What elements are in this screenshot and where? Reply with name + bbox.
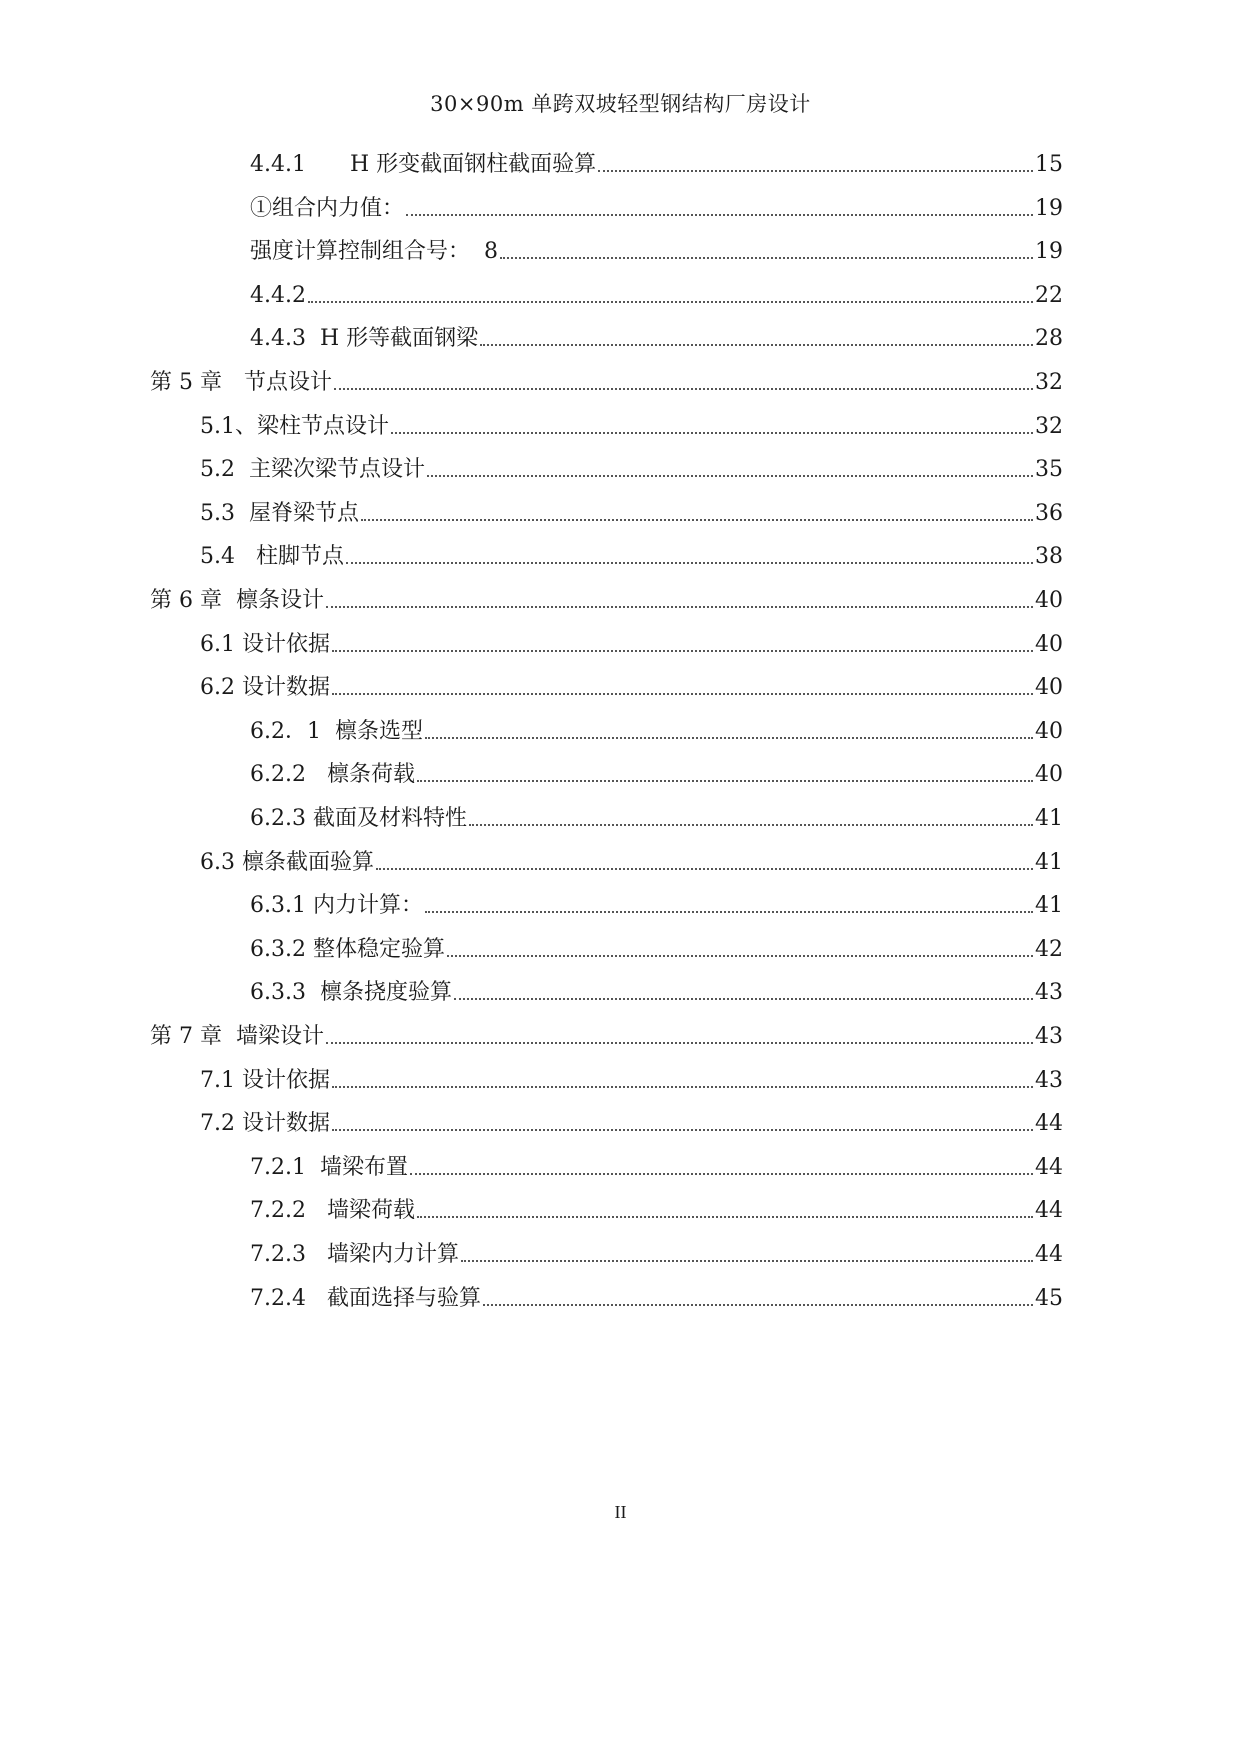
page-number: II (614, 1502, 627, 1522)
toc-entry[interactable] (200, 412, 1063, 442)
toc-entry[interactable] (250, 1240, 1063, 1270)
dot-leader (332, 1128, 1033, 1131)
toc-entry-title: 6.2.2 檩条荷载 (250, 762, 415, 787)
toc-entry[interactable] (200, 542, 1063, 572)
toc-entry-title: 6.2.3 截面及材料特性 (250, 806, 467, 831)
toc-entry-page: 44 (1035, 1155, 1063, 1180)
dot-leader (447, 954, 1033, 957)
toc-entry[interactable] (250, 978, 1063, 1008)
toc-entry[interactable] (250, 1196, 1063, 1226)
toc-entry-page: 19 (1035, 196, 1063, 221)
dot-leader (326, 1041, 1033, 1044)
toc-entry[interactable] (200, 455, 1063, 485)
toc-entry-title: 5.4 柱脚节点 (200, 544, 344, 569)
toc-entry-page: 42 (1035, 937, 1063, 962)
dot-leader (346, 561, 1033, 564)
toc-entry-page: 40 (1035, 675, 1063, 700)
toc-entry[interactable] (250, 150, 1063, 180)
toc-entry[interactable] (150, 586, 1063, 616)
toc-entry-page: 43 (1035, 980, 1063, 1005)
toc-entry-page: 40 (1035, 632, 1063, 657)
dot-leader (326, 605, 1033, 608)
toc-entry-page: 35 (1035, 457, 1063, 482)
dot-leader (332, 692, 1033, 695)
dot-leader (406, 213, 1033, 216)
toc-entry[interactable] (150, 368, 1063, 398)
toc-entry-page: 28 (1035, 326, 1063, 351)
dot-leader (500, 256, 1033, 259)
toc-entry[interactable] (200, 1109, 1063, 1139)
toc-entry-title: 6.1 设计依据 (200, 632, 330, 657)
toc-entry-page: 15 (1035, 152, 1063, 177)
toc-entry-title: 7.2.2 墙梁荷载 (250, 1198, 415, 1223)
dot-leader (417, 1215, 1033, 1218)
toc-entry[interactable] (250, 760, 1063, 790)
dot-leader (410, 1172, 1033, 1175)
dot-leader (480, 343, 1033, 346)
toc-entry-title: 6.3.1 内力计算： (250, 893, 423, 918)
toc-entry[interactable] (200, 1066, 1063, 1096)
dot-leader (376, 867, 1033, 870)
toc-entry-title: 7.2.3 墙梁内力计算 (250, 1242, 459, 1267)
toc-entry-title: 7.2.1 墙梁布置 (250, 1155, 408, 1180)
toc-entry-title: 6.2 设计数据 (200, 675, 330, 700)
dot-leader (391, 431, 1033, 434)
toc-entry[interactable] (200, 673, 1063, 703)
dot-leader (332, 649, 1033, 652)
toc-entry-title: 4.4.3 H 形等截面钢梁 (250, 326, 479, 351)
dot-leader (425, 736, 1033, 739)
toc-entry-title: 第 6 章 檩条设计 (150, 588, 324, 613)
dot-leader (417, 779, 1033, 782)
toc-entry[interactable] (200, 630, 1063, 660)
toc-entry-page: 41 (1035, 806, 1063, 831)
toc-entry-title: 第 7 章 墙梁设计 (150, 1024, 324, 1049)
toc-entry[interactable] (250, 891, 1063, 921)
toc-entry[interactable] (250, 281, 1063, 311)
toc-entry[interactable] (250, 717, 1063, 747)
toc-entry[interactable] (250, 804, 1063, 834)
toc-entry-title: 7.2.4 截面选择与验算 (250, 1286, 481, 1311)
dot-leader (427, 474, 1033, 477)
toc-entry-page: 19 (1035, 239, 1063, 264)
toc-entry-page: 40 (1035, 719, 1063, 744)
toc-entry-title: 4.4.1 H 形变截面钢柱截面验算 (250, 152, 597, 177)
toc-entry-title: 5.2 主梁次梁节点设计 (200, 457, 425, 482)
toc-entry-title: ①组合内力值： (250, 196, 405, 221)
toc-entry-title: 6.3.2 整体稳定验算 (250, 937, 445, 962)
toc-entry-page: 43 (1035, 1024, 1063, 1049)
toc-entry-page: 44 (1035, 1242, 1063, 1267)
toc-entry-page: 44 (1035, 1198, 1063, 1223)
toc-entry-title: 6.3 檩条截面验算 (200, 850, 374, 875)
toc-entry-title: 第 5 章 节点设计 (150, 370, 332, 395)
toc-entry[interactable] (250, 1284, 1063, 1314)
dot-leader (308, 300, 1033, 303)
toc-entry-title: 6.3.3 檩条挠度验算 (250, 980, 452, 1005)
toc-entry-page: 36 (1035, 501, 1063, 526)
toc-entry-page: 45 (1035, 1286, 1063, 1311)
toc-entry-title: 4.4.2 (250, 283, 306, 308)
dot-leader (334, 387, 1033, 390)
toc-entry-title: 强度计算控制组合号： 8 (250, 239, 498, 264)
toc-entry[interactable] (200, 848, 1063, 878)
toc-entry-page: 38 (1035, 544, 1063, 569)
toc-entry-title: 7.1 设计依据 (200, 1068, 330, 1093)
toc-entry[interactable] (250, 935, 1063, 965)
toc-entry-title: 5.3 屋脊梁节点 (200, 501, 359, 526)
toc-entry-page: 40 (1035, 588, 1063, 613)
toc-entry-title: 7.2 设计数据 (200, 1111, 330, 1136)
toc-entry[interactable] (250, 194, 1063, 224)
dot-leader (361, 518, 1033, 521)
dot-leader (425, 910, 1033, 913)
dot-leader (461, 1259, 1033, 1262)
page-header: 30×90m 单跨双坡轻型钢结构厂房设计 (430, 92, 811, 116)
toc-entry-page: 40 (1035, 762, 1063, 787)
toc-entry-page: 32 (1035, 414, 1063, 439)
toc-entry-page: 44 (1035, 1111, 1063, 1136)
toc-entry[interactable] (150, 1022, 1063, 1052)
toc-entry[interactable] (250, 1153, 1063, 1183)
toc-entry[interactable] (250, 237, 1063, 267)
dot-leader (454, 997, 1033, 1000)
toc-entry[interactable] (250, 324, 1063, 354)
toc-entry-page: 41 (1035, 850, 1063, 875)
dot-leader (483, 1303, 1033, 1306)
toc-entry-page: 43 (1035, 1068, 1063, 1093)
toc-entry-page: 22 (1035, 283, 1063, 308)
toc-entry-page: 32 (1035, 370, 1063, 395)
dot-leader (598, 169, 1033, 172)
toc-entry-title: 5.1、梁柱节点设计 (200, 414, 389, 439)
toc-entry-title: 6.2．1 檩条选型 (250, 719, 423, 744)
dot-leader (332, 1085, 1033, 1088)
toc-entry[interactable] (200, 499, 1063, 529)
toc-entry-page: 41 (1035, 893, 1063, 918)
dot-leader (469, 823, 1033, 826)
